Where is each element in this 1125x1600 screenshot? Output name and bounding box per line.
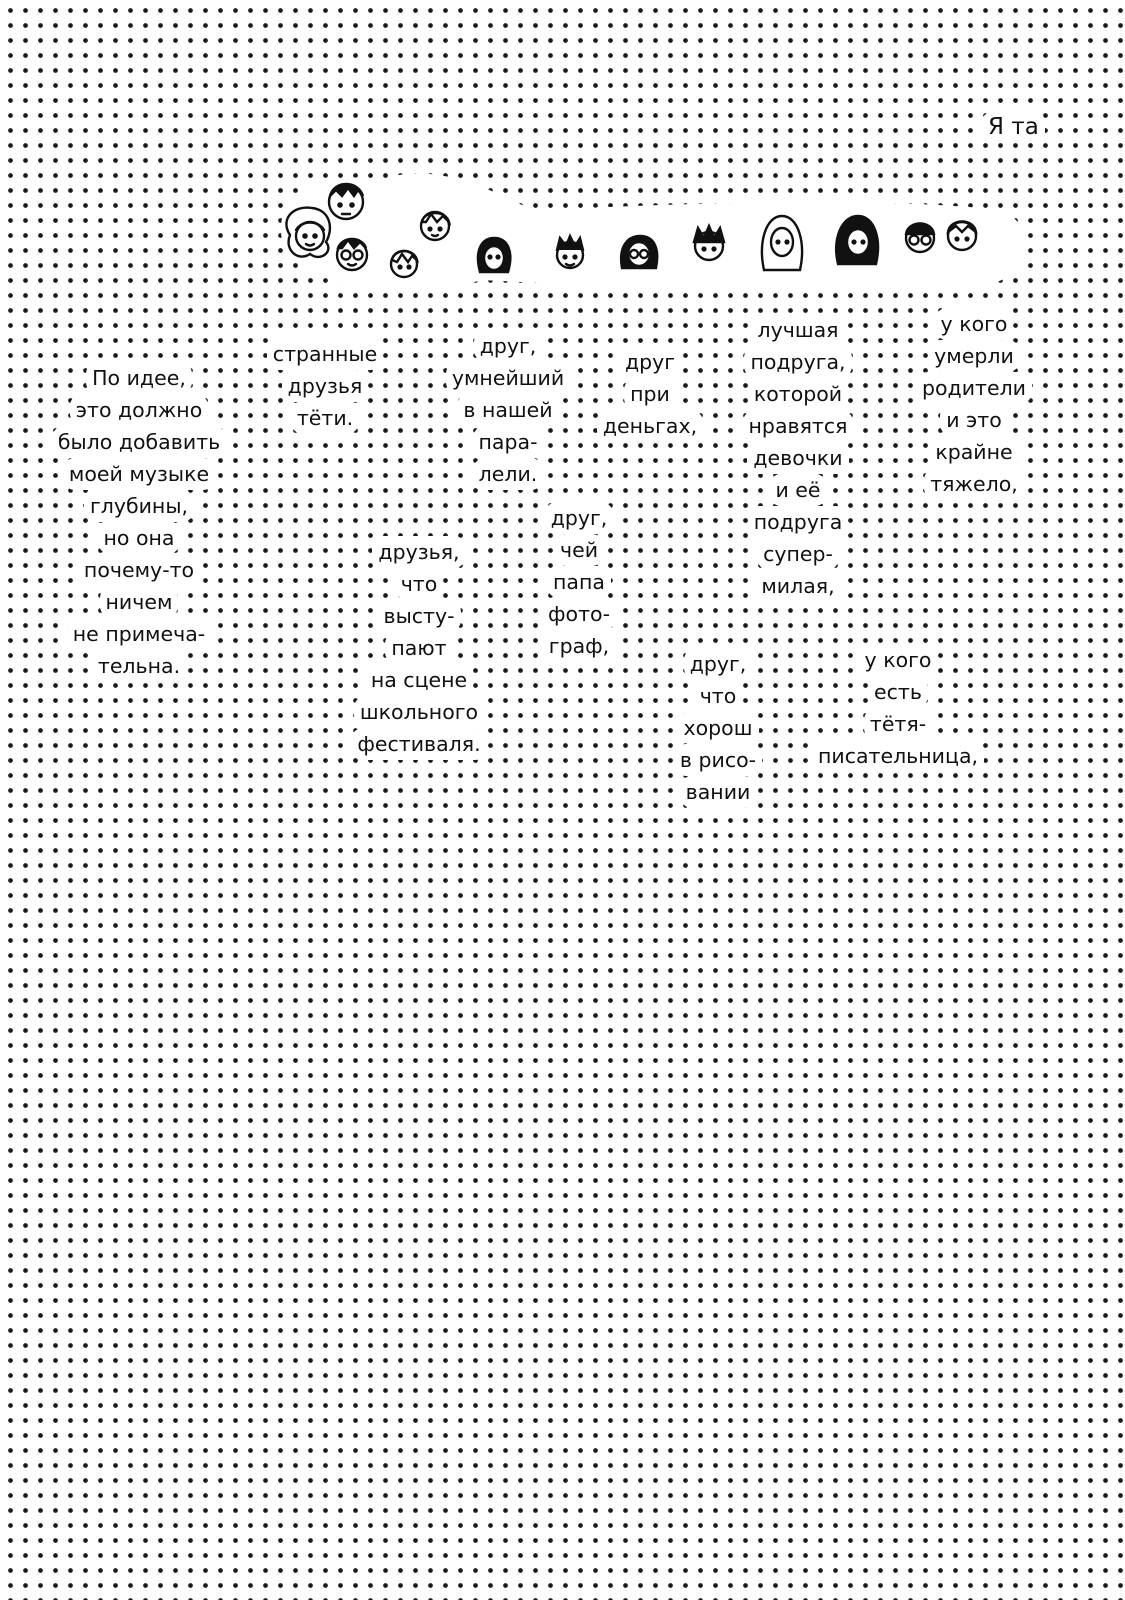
caption-aunt-friends: странные друзья тёти. [256, 338, 394, 434]
caption-smartest-friend: друг, умнейший в нашей пара- лели. [440, 330, 576, 490]
face-icon-8 [621, 236, 657, 268]
character-faces-band [262, 150, 1032, 310]
caption-rich-friend: друг при деньгах, [594, 346, 706, 442]
caption-writer-aunt-friend: у кого есть тётя- писательница, [796, 644, 1000, 772]
face-icon-9 [694, 226, 724, 260]
face-icon-4 [391, 251, 417, 277]
caption-drawing-friend: друг, что хорош в рисо- вании [660, 648, 776, 808]
caption-best-girlfriend: лучшая подруга, которой нравятся девочки и её подруга супер- милая, [724, 314, 872, 602]
face-icon-6 [478, 238, 510, 272]
caption-stage-friends: друзья, что высту- пают на сцене школьного фестиваля. [344, 536, 494, 760]
caption-orphan-friend: у кого умерли родители и это крайне тяжело, [904, 308, 1044, 500]
face-icon-2 [329, 184, 363, 219]
face-icon-11 [836, 216, 878, 264]
face-icon-12 [906, 224, 934, 253]
face-icon-5 [421, 212, 449, 240]
caption-music-depth: По идее, это должно было добавить моей музыке глубины, но она почему-то ничем не примеча- тельна. [46, 362, 232, 682]
header-label: Я та [982, 112, 1045, 142]
face-icon-3 [337, 239, 367, 270]
face-icon-10 [762, 216, 802, 270]
caption-photographer-dad-friend: друг, чей папа фото- граф, [522, 502, 636, 662]
face-icon-7 [557, 236, 583, 268]
face-icon-1 [286, 208, 330, 257]
faces-illustration [262, 150, 1032, 310]
face-icon-13 [948, 222, 976, 251]
